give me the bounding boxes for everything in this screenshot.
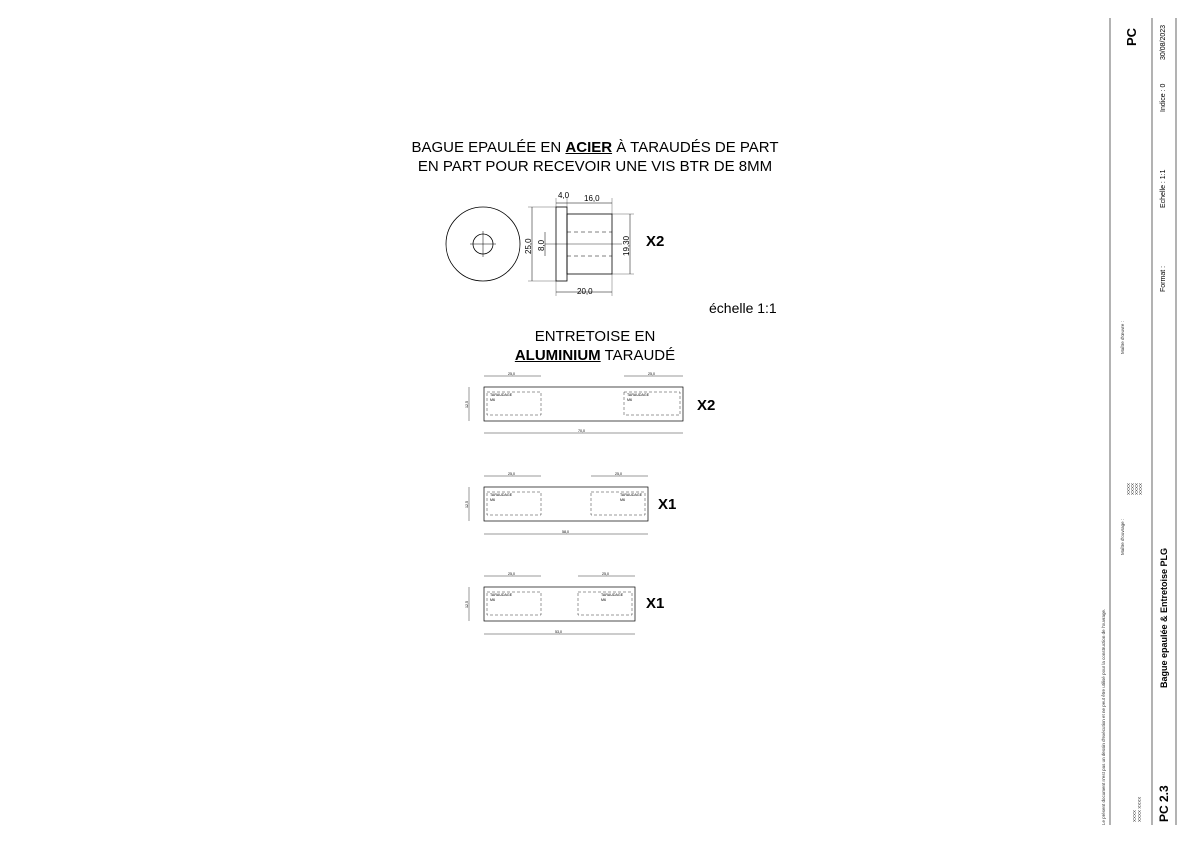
e3-tap-size-r: M6 (601, 598, 606, 602)
tb-maitre-ouvrage: Maître d'ouvrage : (1120, 518, 1125, 555)
dim-flange: 4,0 (558, 191, 570, 200)
bague-title-post: À TARAUDÉS DE PART (612, 139, 779, 156)
tb-author-2: XXXX XXXX (1137, 796, 1142, 822)
e2-thread-left: 25,0 (508, 472, 515, 476)
tb-xxxx-4: XXXX (1138, 482, 1143, 495)
e1-thread-left: 25,0 (508, 372, 515, 376)
entretoise-3-quantity: X1 (646, 595, 665, 612)
e3-tap-size: M6 (490, 598, 495, 602)
tb-indice: Indice : 0 (1160, 83, 1167, 112)
e2-tap-label: TARAUDAGE (490, 493, 513, 497)
entretoise-title-post: TARAUDÉ (600, 347, 676, 364)
e1-length: 70,0 (578, 429, 585, 433)
e2-length: 58,0 (562, 530, 569, 534)
tb-disclaimer: Le présent document n'est pas un dessin d'exécution et ne peut être utilisé pour la construction de l'ouvrage. (1101, 608, 1106, 825)
e3-diameter: 12,5 (465, 601, 469, 608)
e2-tap-label-r: TARAUDAGE (620, 493, 643, 497)
tb-format: Format : (1160, 265, 1167, 292)
e1-tap-size-r: M6 (627, 398, 632, 402)
tb-xxxx-3: XXXX (1134, 482, 1139, 495)
tb-code-top: PC (1124, 27, 1139, 46)
tb-date: 30/08/2023 (1160, 24, 1167, 60)
e1-diameter: 12,5 (465, 401, 469, 408)
e2-tap-size: M6 (490, 498, 495, 502)
e2-diameter: 12,5 (465, 501, 469, 508)
scale-note: échelle 1:1 (709, 300, 777, 316)
title-block-frame (1110, 18, 1176, 825)
entretoise-2-drawing (465, 472, 648, 534)
dim-bore: 8,0 (537, 239, 546, 251)
tb-drawing-code: PC 2.3 (1157, 785, 1171, 822)
e1-tap-label-r: TARAUDAGE (627, 393, 650, 397)
tb-maitre-oeuvre: Maître d'œuvre : (1120, 321, 1125, 354)
dim-length: 20,0 (577, 287, 593, 296)
e1-thread-right: 25,0 (648, 372, 655, 376)
e3-thread-left: 25,0 (508, 572, 515, 576)
tb-xxxx-1: XXXX (1126, 482, 1131, 495)
e3-thread-right: 25,0 (602, 572, 609, 576)
dim-flange-dia: 25,0 (524, 238, 533, 254)
e1-tap-size: M6 (490, 398, 495, 402)
entretoise-2-quantity: X1 (658, 496, 677, 513)
bague-title-pre: BAGUE EPAULÉE EN (411, 139, 566, 156)
entretoise-title-material: ALUMINIUM (514, 347, 601, 364)
bague-quantity: X2 (646, 233, 665, 250)
tb-xxxx-2: XXXX (1130, 482, 1135, 495)
tb-echelle: Echelle : 1:1 (1160, 169, 1167, 208)
e3-tap-label-r: TARAUDAGE (601, 593, 624, 597)
tb-author-1: XXXX (1132, 809, 1137, 822)
e2-thread-right: 25,0 (615, 472, 622, 476)
e3-length: 53,0 (555, 630, 562, 634)
entretoise-title-line1: ENTRETOISE EN (534, 328, 656, 345)
tb-drawing-title: Bague epaulée & Entretoise PLG (1159, 547, 1169, 688)
entretoise-1-quantity: X2 (697, 397, 716, 414)
e2-tap-size-r: M6 (620, 498, 625, 502)
e3-tap-label: TARAUDAGE (490, 593, 513, 597)
dim-body-dia: 19,30 (622, 235, 631, 256)
bague-front-view (446, 207, 520, 281)
bague-title-material: ACIER (565, 139, 613, 156)
e1-tap-label: TARAUDAGE (490, 393, 513, 397)
bague-title-line2: EN PART POUR RECEVOIR UNE VIS BTR DE 8MM (417, 158, 773, 175)
entretoise-3-drawing (465, 572, 635, 634)
dim-body: 16,0 (584, 194, 600, 203)
entretoise-1-drawing (465, 372, 683, 433)
